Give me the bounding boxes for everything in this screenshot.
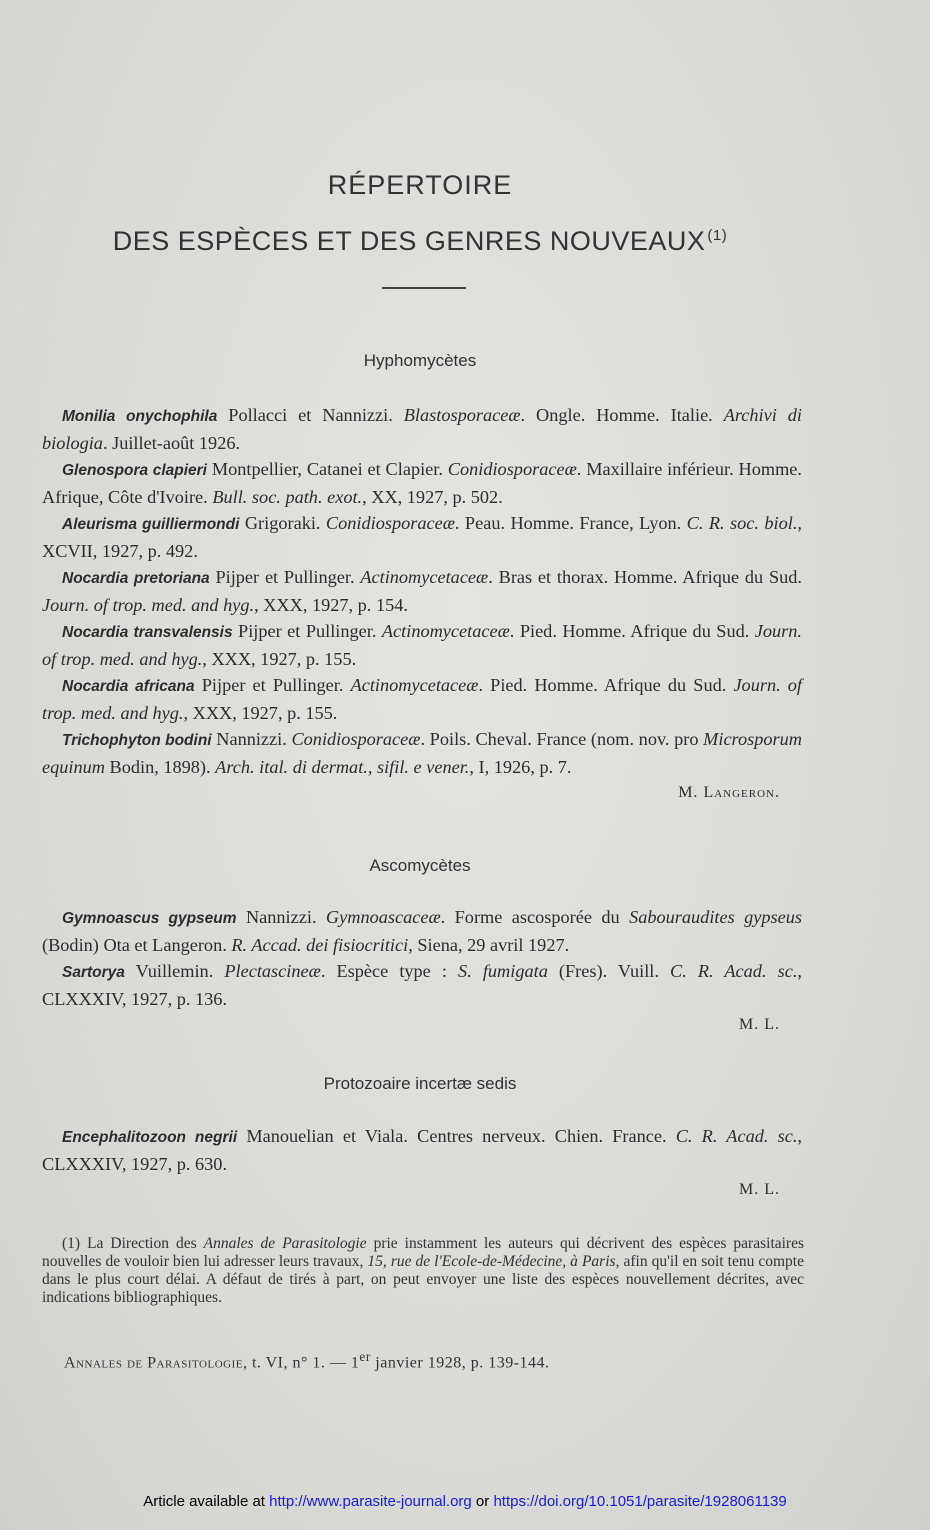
entry-sartorya [42,958,802,1012]
entry-family: Actinomycetaceæ [360,567,489,587]
entry-genus: Trichophyton bodini [62,732,212,749]
footnote-text: (1) La Direction des [62,1235,204,1252]
entry-journal: C. R. Acad. sc. [675,1126,798,1146]
entry-journal: Bull. soc. path. exot. [212,487,363,507]
entry-text: . Pied. Homme. Afrique du Sud. [478,675,734,695]
entry-text: Nannizzi. [236,907,326,927]
entry-aleurisma-guilliermondi [42,510,802,564]
entry-family: Actinomycetaceæ [350,675,479,695]
entry-monilia-onychophila [42,402,802,456]
entry-text: Pijper et Pullinger. [232,621,382,641]
entry-genus: Nocardia pretoriana [62,570,210,587]
footnote [42,1235,804,1307]
entry-journal: Journ. of trop. med. and hyg. [42,675,802,723]
title-divider [382,287,466,289]
entry-genus: Nocardia transvalensis [62,624,233,641]
entry-synonym: Microsporum equinum [42,729,802,777]
entry-text: , XCVII, 1927, p. 492. [42,513,802,561]
footnote-journal: Annales de Parasitologie [203,1235,367,1252]
entry-synonym: Sabouraudites gypseus [629,907,802,927]
section-entries-protozoaire [42,1123,802,1203]
entry-genus: Monilia onychophila [62,408,218,425]
entry-nocardia-transvalensis [42,618,802,672]
entry-nocardia-pretoriana [42,564,802,618]
section-signature [42,1177,802,1203]
journal-date-pages: janvier 1928, p. 139-144. [370,1354,550,1372]
signature-initial: M. [678,784,704,801]
entry-journal: R. Accad. dei fisiocritici [231,935,409,955]
entry-text: , XXX, 1927, p. 154. [254,595,408,615]
entry-text: Pijper et Pullinger. [209,567,361,587]
entry-text: , XXX, 1927, p. 155. [202,649,357,669]
entry-journal: Archivi di biologia [42,405,802,453]
entry-journal: Arch. ital. di dermat., sifil. e vener. [215,757,470,777]
entry-family: Gymnoascaceæ [325,907,441,927]
section-heading-ascomycetes: Ascomycètes [369,856,471,875]
entry-text: . Espèce type : [320,961,459,981]
entry-type-species: S. fumigata [458,961,548,981]
doi-link[interactable]: https://doi.org/10.1051/parasite/1928061139 [493,1493,787,1510]
entry-genus: Glenospora clapieri [62,462,207,479]
availability-prefix: Article available at [143,1493,270,1510]
entry-text: . Poils. Cheval. France (nom. nov. pro [420,729,704,749]
section-signature [42,780,802,806]
entry-genus: Gymnoascus gypseum [62,910,237,927]
entry-family: Conidiosporaceæ [325,513,455,533]
entry-text: (Bodin) Ota et Langeron. [42,935,232,955]
entry-journal: C. R. soc. biol. [686,513,798,533]
entry-genus: Encephalitozoon negrii [62,1129,238,1146]
section-heading-protozoaire: Protozoaire incertæ sedis [323,1074,517,1093]
entry-text: Nannizzi. [211,729,292,749]
entry-text: . Pied. Homme. Afrique du Sud. [509,621,755,641]
entry-genus: Aleurisma guilliermondi [62,516,240,533]
entry-family: Blastosporaceæ [403,405,521,425]
entry-text: . Ongle. Homme. Italie. [520,405,724,425]
entry-text: Pijper et Pullinger. [194,675,351,695]
article-availability [0,1493,930,1510]
footnote-text: prie instamment les auteurs qui décrivent des espèces parasitaires nouvelles de vouloir bien lui adresser leurs travaux, [42,1235,805,1270]
page-title-line2-text: DES ESPÈCES ET DES GENRES NOUVEAUX [112,226,706,256]
page-title-line1: RÉPERTOIRE [327,170,513,200]
availability-or: or [471,1493,494,1510]
signature-initial: M. L. [739,1181,780,1198]
entry-text: , CLXXXIV, 1927, p. 136. [42,961,802,1009]
entry-text: . Juillet-août 1926. [102,433,241,453]
entry-text: Vuillemin. [124,961,225,981]
entry-text: . Forme ascosporée du [440,907,630,927]
entry-journal: Journ. of trop. med. and hyg. [42,595,255,615]
journal-website-link[interactable]: http://www.parasite-journal.org [269,1493,472,1510]
entry-family: Conidiosporaceæ [447,459,577,479]
entry-text: Montpellier, Catanei et Clapier. [207,459,448,479]
entry-family: Conidiosporaceæ [291,729,421,749]
signature-name: Langeron. [703,784,780,801]
journal-issue: , t. VI, n° 1. — 1 [242,1354,360,1372]
entry-family: Actinomycetaceæ [381,621,510,641]
footnote-address: 15, rue de l'Ecole-de-Médecine, à Paris [367,1253,616,1270]
entry-text: Manouelian et Viala. Centres nerveux. Chien. France. [237,1126,676,1146]
entry-text: , I, 1926, p. 7. [469,757,572,777]
entry-text: Pollacci et Nannizzi. [217,405,404,425]
entry-encephalitozoon-negrii [42,1123,802,1177]
entry-text: , CLXXXIV, 1927, p. 630. [42,1126,802,1174]
signature-initial: M. L. [739,1016,780,1033]
entry-glenospora-clapieri [42,456,802,510]
entry-text: , Siena, 29 avril 1927. [408,935,570,955]
entry-family: Plectascineæ [224,961,321,981]
entry-text: Bodin, 1898). [104,757,216,777]
section-signature [42,1012,802,1038]
section-entries-ascomycetes [42,904,802,1038]
section-entries-hyphomycetes [42,402,802,806]
entry-genus: Sartorya [62,964,125,981]
entry-journal: Journ. of trop. med. and hyg. [42,621,802,669]
footnote-text: , afin qu'il en soit tenu compte dans le plus court délai. A défaut de tirés à part, on peut envoyer une liste des espèces nouvellement décrites, avec indications bibliographiques. [42,1253,804,1306]
journal-citation [64,1349,784,1372]
entry-text: (Fres). Vuill. [547,961,671,981]
entry-trichophyton-bodini [42,726,802,780]
entry-gymnoascus-gypseum [42,904,802,958]
journal-sup: er [359,1349,371,1364]
entry-text: Grigoraki. [239,513,326,533]
entry-text: . Bras et thorax. Homme. Afrique du Sud. [488,567,803,587]
entry-nocardia-africana [42,672,802,726]
journal-name: Annales de Parasitologie [64,1354,243,1372]
entry-text: , XX, 1927, p. 502. [362,487,503,507]
entry-text: . Maxillaire inférieur. Homme. Afrique, Côte d'Ivoire. [42,459,802,507]
entry-genus: Nocardia africana [62,678,195,695]
page-title-line2 [0,226,840,257]
section-heading-hyphomycetes: Hyphomycètes [363,351,477,370]
entry-text: , XXX, 1927, p. 155. [183,703,338,723]
entry-text: . Peau. Homme. France, Lyon. [454,513,687,533]
entry-journal: C. R. Acad. sc. [670,961,798,981]
title-footnote-mark[interactable]: (1) [707,227,728,244]
